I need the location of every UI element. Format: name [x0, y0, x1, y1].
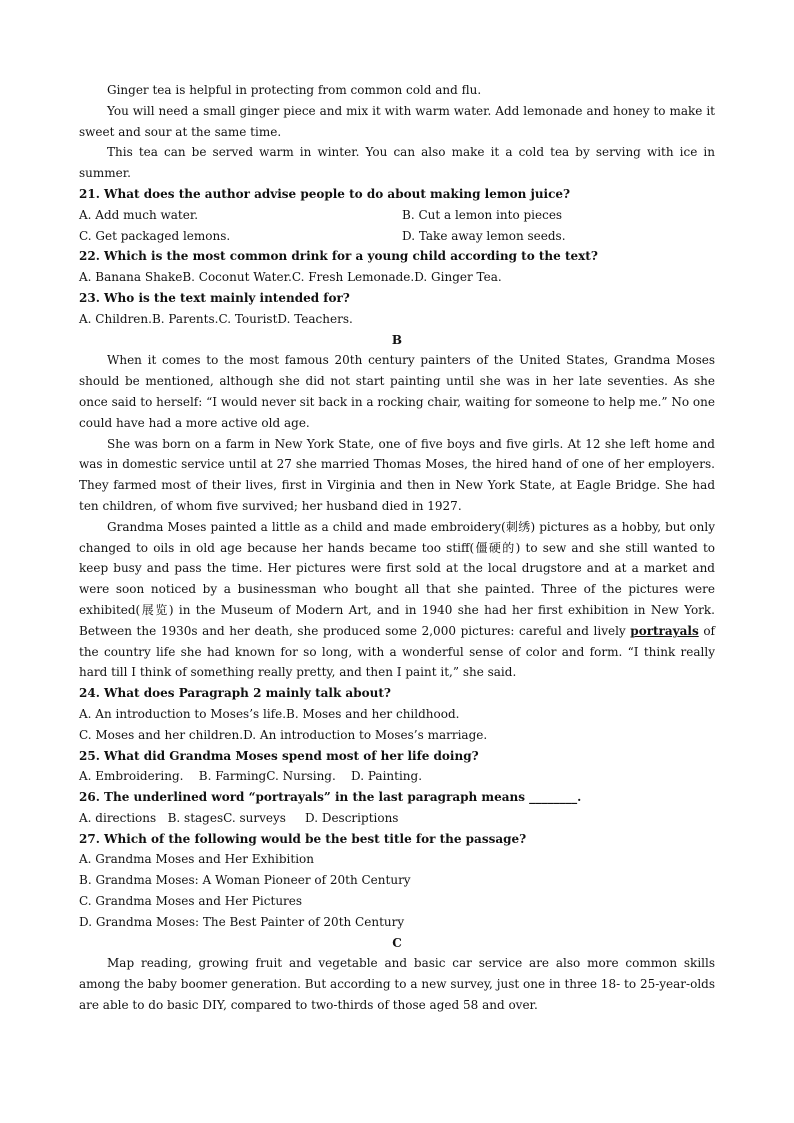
paragraph-3-text-after: of the country life she had known for so long, with a wonderful sense of color and form. “I think really hard till I think of something really pretty, and then I paint it,” she said. [79, 623, 715, 680]
option-21-d: D. Take away lemon seeds. [402, 228, 566, 243]
question-25-options: A. Embroidering. B. FarmingC. Nursing. D. Painting. [79, 769, 423, 784]
question-22-options: A. Banana ShakeB. Coconut Water.C. Fresh Lemonade.D. Ginger Tea. [79, 270, 502, 285]
question-21-options-row1 [79, 205, 715, 226]
question-24-options-line2: C. Moses and her children.D. An introduction to Moses’s marriage. [79, 727, 488, 742]
question-23-stem: 23. Who is the text mainly intended for? [79, 290, 350, 305]
question-21-options-row2 [79, 226, 715, 247]
question-23-options: A. Children.B. Parents.C. TouristD. Teachers. [79, 311, 353, 326]
option-27-d: D. Grandma Moses: The Best Painter of 20th Century [79, 914, 405, 929]
option-21-b: B. Cut a lemon into pieces [402, 207, 563, 222]
question-27-stem: 27. Which of the following would be the best title for the passage? [79, 831, 527, 846]
question-26-stem: 26. The underlined word “portrayals” in the last paragraph means ________. [79, 790, 582, 805]
passage-a-paragraph: Ginger tea is helpful in protecting from common cold and flu. [107, 83, 482, 97]
option-27-b: B. Grandma Moses: A Woman Pioneer of 20th Century [79, 873, 411, 888]
question-21-stem: 21. What does the author advise people to do about making lemon juice? [79, 186, 571, 201]
question-25-stem: 25. What did Grandma Moses spend most of her life doing? [79, 748, 479, 763]
question-26-options: A. directions B. stagesC. surveys D. Descriptions [79, 810, 399, 825]
passage-b-paragraph-3 [79, 517, 715, 683]
passage-a-paragraph: You will need a small ginger piece and mix it with warm water. Add lemonade and honey to make it sweet and sour at the same time. [79, 103, 715, 139]
option-21-c: C. Get packaged lemons. [79, 228, 231, 243]
option-21-a: A. Add much water. [79, 207, 199, 222]
question-24-options-line1: A. An introduction to Moses’s life.B. Moses and her childhood. [79, 706, 460, 721]
document-page [79, 80, 715, 1016]
passage-b-paragraph-2: She was born on a farm in New York State, one of five boys and five girls. At 12 she left home and was in domestic service until at 27 she married Thomas Moses, the hired hand of one of her employers. They farmed most of their lives, first in Virginia and then in New York State, at Eagle Bridge. She had ten children, of whom five survived; her husband died in 1927. [79, 436, 715, 513]
question-24-stem: 24. What does Paragraph 2 mainly talk about? [79, 686, 391, 701]
underlined-word-portrayals: portrayals [630, 623, 699, 638]
option-27-a: A. Grandma Moses and Her Exhibition [79, 852, 314, 867]
passage-a-paragraph: This tea can be served warm in winter. You can also make it a cold tea by serving with ice in summer. [79, 145, 715, 181]
passage-b-paragraph-1: When it comes to the most famous 20th century painters of the United States, Grandma Moses should be mentioned, although she did not start painting until she was in her late seventies. As she once said to herself: “I would never sit back in a rocking chair, waiting for someone to help me.” No one could have had a more active old age. [79, 353, 715, 430]
paragraph-3-text-before: Grandma Moses painted a little as a child and made embroidery(刺绣) pictures as a hobby, but only changed to oils in old age because her hands became too stiff(僵硬的) to sew and she still wanted to keep busy and pass the time. Her pictures were first sold at the local drugstore and at a market and were soon noticed by a businessman who bought all that she painted. Three of the pictures were exhibited(展览) in the Museum of Modern Art, and in 1940 she had her first exhibition in New York. Between the 1930s and her death, she produced some 2,000 pictures: careful and lively [79, 519, 715, 638]
section-c-heading: C [392, 935, 402, 950]
option-27-c: C. Grandma Moses and Her Pictures [79, 894, 303, 909]
question-22-stem: 22. Which is the most common drink for a young child according to the text? [79, 249, 598, 264]
passage-c-paragraph-1: Map reading, growing fruit and vegetable and basic car service are also more common skills among the baby boomer generation. But according to a new survey, just one in three 18- to 25-year-olds are able to do basic DIY, compared to two-thirds of those aged 58 and over. [79, 956, 715, 1013]
section-b-heading: B [391, 332, 403, 347]
